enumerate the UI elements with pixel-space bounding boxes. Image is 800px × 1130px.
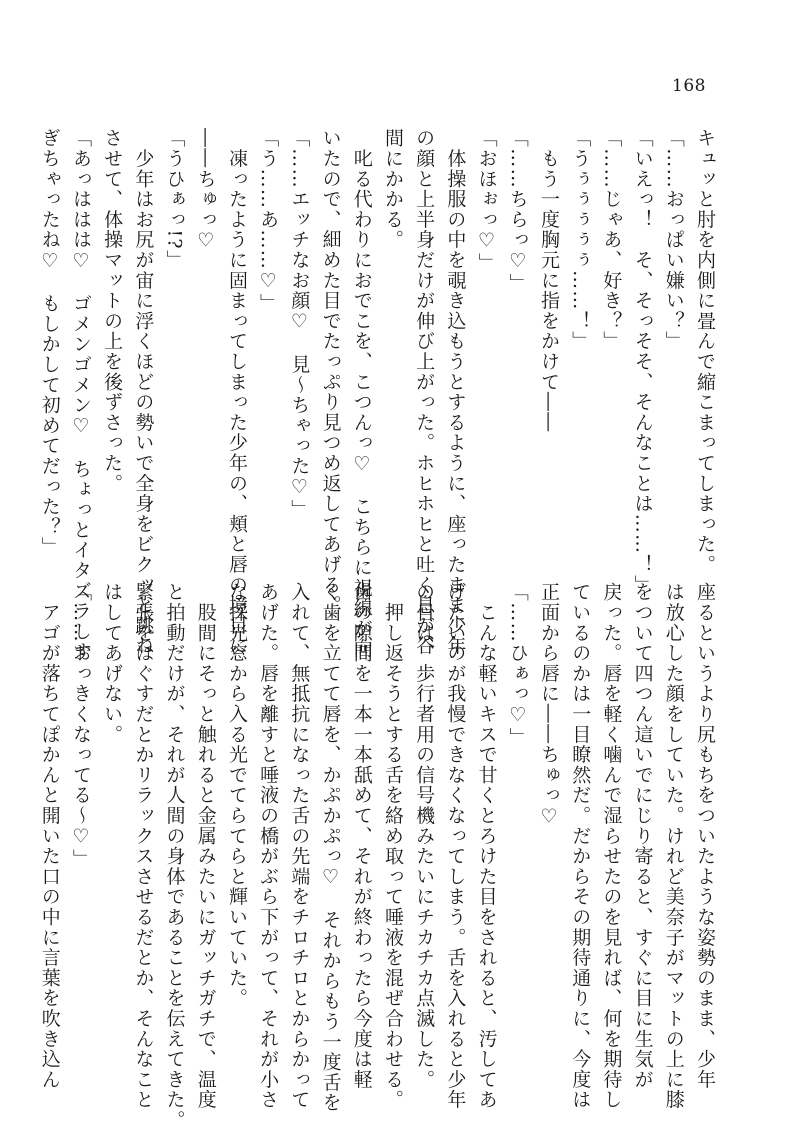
text-line: 「いえっ！ そ、そっそそ、そんなことは……！」: [631, 128, 654, 595]
text-line: 「……ちらっ♡」: [506, 128, 529, 294]
text-line: ぎちゃったね♡ もしかして初めてだった？」: [38, 128, 61, 558]
text-line: 「あっははは♡ ゴメンゴメン♡ ちょっとイタズラしす: [69, 128, 92, 662]
text-line: 座るというより尻もちをついたような姿勢のまま、少年: [694, 582, 716, 1090]
text-line: させて、体操マットの上を後ずさった。: [101, 128, 124, 494]
text-line: もう一度胸元に指をかけて――: [537, 128, 560, 433]
text-line: と拍動だけが、それが人間の身体であることを伝えてきた。: [163, 582, 186, 1130]
text-line: キュッと肘を内側に畳んで縮こまってしまった。: [694, 128, 716, 575]
text-line: 戻った。唇を軽く噛んで湿らせたのを見れば、何を期待し: [600, 582, 623, 1110]
text-line: いたので、細めた目でたっぷり見つめ返してあげる。: [319, 128, 342, 616]
text-line: 「……エッチなお顔♡ 見～ちゃった♡」: [288, 128, 311, 520]
text-line: の顔と上半身だけが伸び上がった。ホヒホヒと吐く息が谷: [413, 128, 436, 656]
lower-text-block: [38, 582, 720, 1130]
text-line: ――ちゅっ♡: [194, 128, 217, 253]
text-line: 押し返そうとする舌を絡め取って唾液を混ぜ合わせる。: [381, 582, 404, 1110]
page-number: 168: [672, 76, 706, 96]
text-line: 「う……あ……♡」: [257, 128, 280, 314]
text-line: な採光窓から入る光でてらてらと輝いていた。: [225, 582, 248, 1009]
text-line: 入れて、無抵抗になった舌の先端をチロチロとからかって: [288, 582, 311, 1110]
text-line: 体操服の中を覗き込もうとするように、座ったまま少年: [444, 128, 467, 656]
text-line: こんな軽いキスで甘くとろけた目をされると、汚してあ: [475, 582, 498, 1110]
text-line: をついて四つん這いでにじり寄ると、すぐに目に生気が: [631, 582, 654, 1090]
text-line: はしてあげない。: [101, 582, 124, 745]
text-line: あげた。唇を離すと唾液の橋がぶら下がって、それが小さ: [257, 582, 280, 1110]
text-line: く歯を立てて唇を、かぷかぷっ♡ それからもう一度舌を: [319, 582, 342, 1113]
text-line: 緊張をほぐすだとかリラックスさせるだとか、そんなこと: [132, 582, 155, 1110]
upper-text-block: [38, 128, 720, 662]
text-line: げたいのが我慢できなくなってしまう。舌を入れると少年: [444, 582, 467, 1110]
text-line: 間にかかる。: [381, 128, 404, 250]
text-line: 「うぅぅぅぅぅ……！」: [569, 128, 592, 352]
text-line: 「おほぉっ♡」: [475, 128, 498, 274]
text-line: 「うひぁっ!?」: [163, 128, 186, 271]
text-line: アゴが落ちてぽかんと開いた口の中に言葉を吹き込ん: [38, 582, 61, 1090]
text-line: 「……おっぱい嫌い？」: [662, 128, 685, 352]
text-line: 歯の隙間を一本一本舐めて、それが終わったら今度は軽: [350, 582, 373, 1090]
text-line: は放心した顔をしていた。けれど美奈子がマットの上に膝: [662, 582, 685, 1110]
text-line: 股間にそっと触れると金属みたいにガッチガチで、温度: [194, 582, 217, 1110]
text-line: 少年はお尻が宙に浮くほどの勢いで全身をビクッと跳ね: [132, 128, 155, 656]
text-line: 「……じゃあ、好き？」: [600, 128, 623, 352]
text-line: 正面から唇に――ちゅっ♡: [537, 582, 560, 829]
text-line: 凍ったように固まってしまった少年の、頬と唇の境目に: [225, 128, 248, 656]
text-line: ているのかは一目瞭然だ。だからその期待通りに、今度は: [569, 582, 592, 1110]
text-line: の目は、歩行者用の信号機みたいにチカチカ点滅した。: [413, 582, 436, 1090]
text-line: 叱る代わりにおでこを、こつんっ♡ こちらに視線が向: [350, 128, 373, 659]
text-line: 「……おっきくなってる～♡」: [69, 582, 92, 870]
text-line: 「……ひぁっ♡」: [506, 582, 529, 748]
